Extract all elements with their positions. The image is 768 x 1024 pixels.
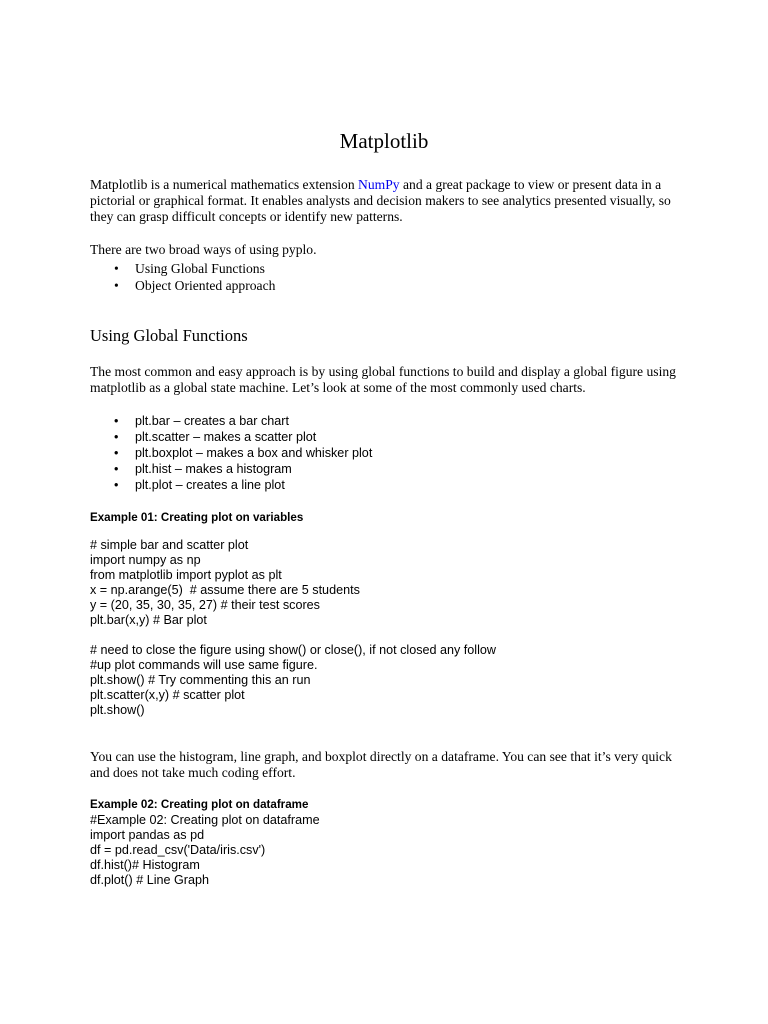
list-item: • plt.hist – makes a histogram [90,462,372,478]
section-paragraph: The most common and easy approach is by using global functions to build and display a global figure using matplotlib as a global state machine. Let’s look at some of the most commonly used charts. [90,364,676,396]
code-line: plt.show() [90,703,145,717]
dataframe-paragraph: You can use the histogram, line graph, and boxplot directly on a dataframe. You can see that it’s very quick and does not take much coding effort. [90,749,672,781]
code-line: df.hist()# Histogram [90,858,200,872]
list-item: • plt.bar – creates a bar chart [90,414,372,430]
section-heading: Using Global Functions [90,326,248,345]
ways-list [90,260,275,294]
page-title: Matplotlib [339,129,429,153]
example1-code-block-a [90,538,360,628]
code-line: df = pd.read_csv('Data/iris.csv') [90,843,266,857]
code-line: import numpy as np [90,553,201,567]
code-line: # need to close the figure using show() or close(), if not closed any follow [90,643,497,657]
list-item: • plt.plot – creates a line plot [90,478,372,494]
code-line: plt.bar(x,y) # Bar plot [90,613,207,627]
example1-code-block-b [90,643,496,718]
code-line: from matplotlib import pyplot as plt [90,568,282,582]
numpy-link[interactable]: NumPy [358,177,400,192]
code-line: #Example 02: Creating plot on dataframe [90,813,320,827]
list-item: • Object Oriented approach [90,277,275,294]
chart-functions-list [90,414,372,494]
intro-text-start: Matplotlib is a numerical mathematics extension [90,177,359,192]
ways-intro-paragraph: There are two broad ways of using pyplo. [90,242,317,257]
example1-heading: Example 01: Creating plot on variables [90,511,304,524]
intro-text-end: and a great package to view or present data in a pictorial or graphical format. It enables analysts and decision makers to see analytics presented visually, so they can grasp difficult concepts or identify new patterns. [90,177,671,225]
list-item: • Using Global Functions [90,260,275,277]
code-line: #up plot commands will use same figure. [90,658,318,672]
code-line: plt.scatter(x,y) # scatter plot [90,688,245,702]
list-item: • plt.boxplot – makes a box and whisker plot [90,446,372,462]
code-line: # simple bar and scatter plot [90,538,249,552]
code-line: x = np.arange(5) # assume there are 5 students [90,583,360,597]
code-line: plt.show() # Try commenting this an run [90,673,311,687]
list-item: • plt.scatter – makes a scatter plot [90,430,372,446]
code-line: df.plot() # Line Graph [90,873,210,887]
example2-heading: Example 02: Creating plot on dataframe [90,798,309,811]
example2-code-block [90,813,320,888]
intro-paragraph [90,177,690,226]
code-line: y = (20, 35, 30, 35, 27) # their test scores [90,598,320,612]
code-line: import pandas as pd [90,828,205,842]
